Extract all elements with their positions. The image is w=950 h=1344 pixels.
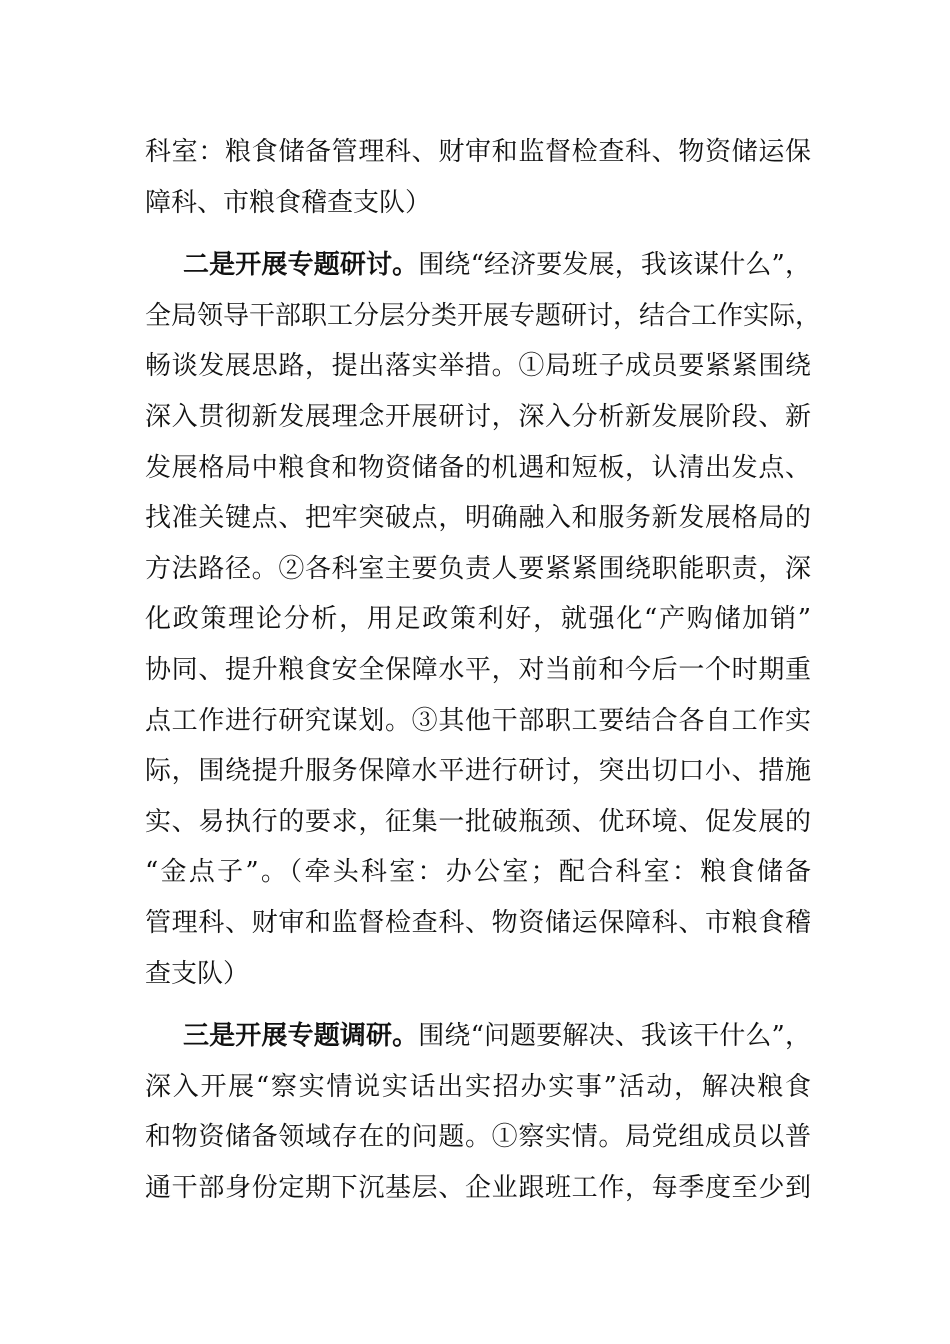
paragraph-3-line: 通干部身份定期下沉基层、企业跟班工作，每季度至少到 [145,1172,811,1203]
paragraph-2-line: 协同、提升粮食安全保障水平，对当前和今后一个时期重 [145,654,811,685]
paragraph-1-line: 障科、市粮食稽查支队） [145,187,432,218]
paragraph-2-line: 全局领导干部职工分层分类开展专题研讨，结合工作实际， [145,300,822,331]
paragraph-2-line: 化政策理论分析，用足政策利好，就强化“产购储加销” [145,604,811,635]
paragraph-2-line: 深入贯彻新发展理念开展研讨，深入分析新发展阶段、新 [145,401,811,432]
paragraph-3-first-line [145,1011,811,1062]
paragraph-3-lead: 三是开展专题调研。 [183,1021,419,1052]
paragraph-2-line: 际，围绕提升服务保障水平进行研讨，突出切口小、措施 [145,756,811,787]
paragraph-3-line: 深入开展“察实情说实话出实招办实事”活动，解决粮食 [145,1071,811,1102]
paragraph-2-line: 找准关键点、把牢突破点，明确融入和服务新发展格局的 [145,503,811,534]
paragraph-2-line: 点工作进行研究谋划。③其他干部职工要结合各自工作实 [145,705,811,736]
paragraph-2-line: 管理科、财审和监督检查科、物资储运保障科、市粮食稽 [145,907,811,938]
paragraph-2-line: 方法路径。②各科室主要负责人要紧紧围绕职能职责，深 [145,553,811,584]
paragraph-1-line: 科室：粮食储备管理科、财审和监督检查科、物资储运保 [145,137,811,167]
paragraph-2-line: 实、易执行的要求，征集一批破瓶颈、优环境、促发展的 [145,806,811,837]
paragraph-2-line: 发展格局中粮食和物资储备的机遇和短板，认清出发点、 [145,452,811,483]
paragraph-gap [145,228,811,240]
paragraph-gap [145,999,811,1011]
paragraph-2-line: “金点子”。（牵头科室：办公室；配合科室：粮食储备 [145,857,811,888]
paragraph-2-first-line [145,240,811,291]
document-body [145,127,822,1213]
paragraph-3-first-line-text: 围绕“问题要解决、我该干什么”， [418,1021,811,1052]
paragraph-2-first-line-text: 围绕“经济要发展，我该谋什么”， [418,250,811,281]
paragraph-2-lead: 二是开展专题研讨。 [183,250,419,281]
paragraph-3-line: 和物资储备领域存在的问题。①察实情。局党组成员以普 [145,1122,811,1153]
paragraph-2-line: 畅谈发展思路，提出落实举措。①局班子成员要紧紧围绕 [145,351,811,382]
paragraph-2-line: 查支队） [145,958,250,989]
